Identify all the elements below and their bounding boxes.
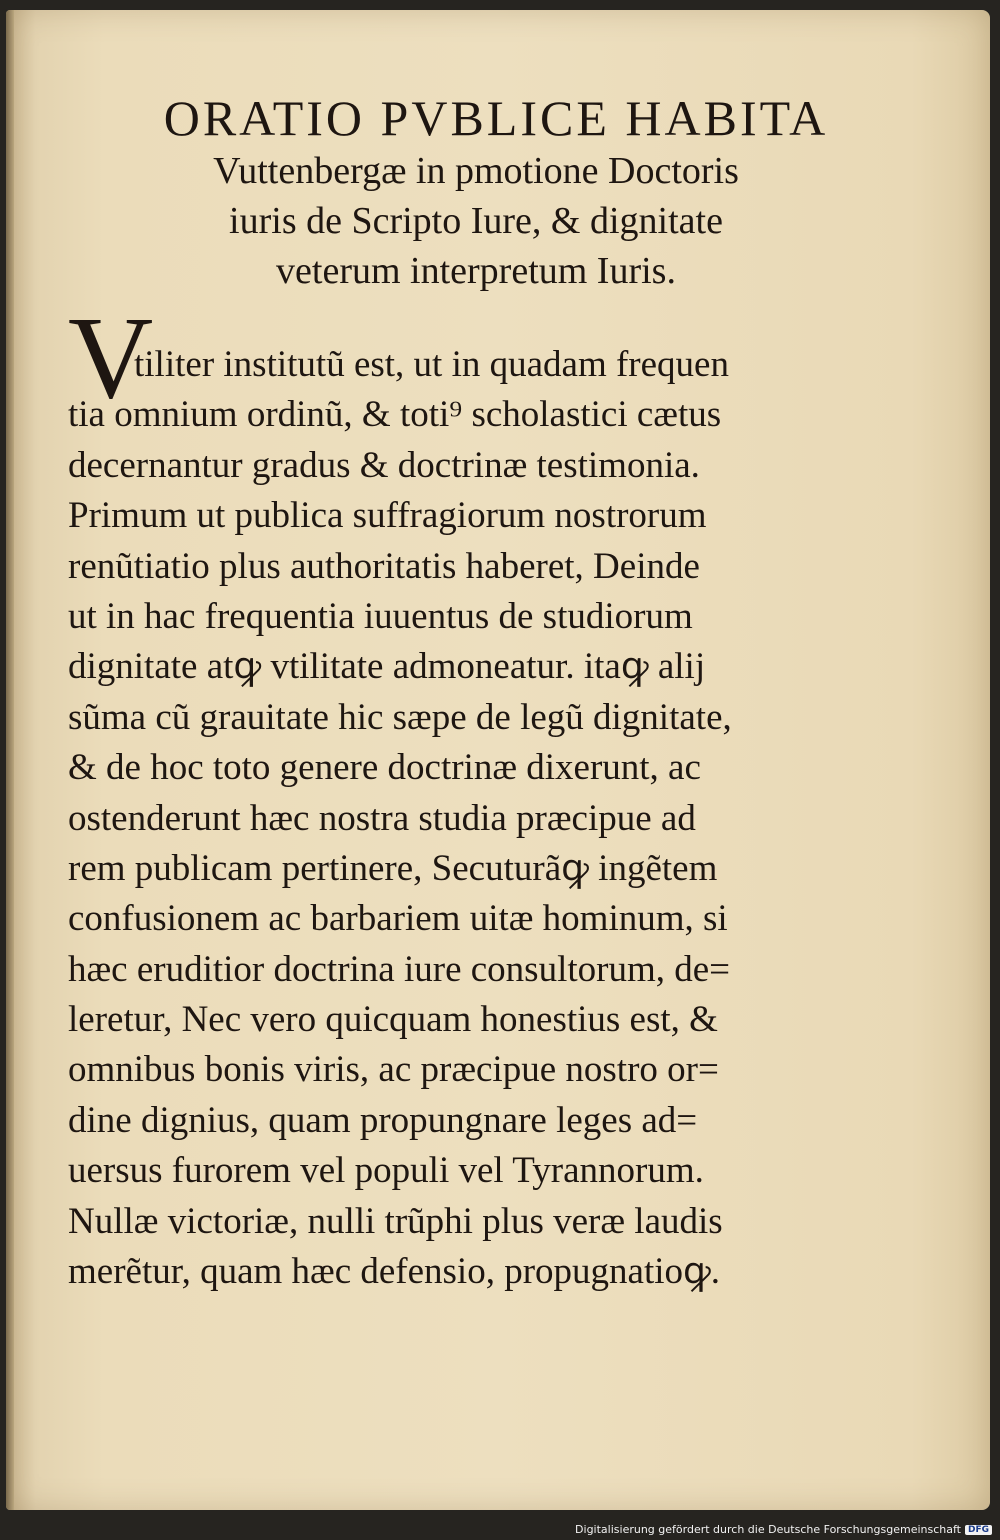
dfg-logo: DFG bbox=[965, 1525, 992, 1535]
body-line-5: renũtiatio plus authoritatis haberet, Deinde bbox=[68, 545, 700, 587]
title-line-3: iuris de Scripto Iure, & dignitate bbox=[229, 200, 723, 242]
funding-credit-text: Digitalisierung gefördert durch die Deutsche Forschungsgemeinschaft bbox=[575, 1523, 961, 1536]
title-block bbox=[66, 90, 886, 296]
body-line-7: dignitate atꝙ vtilitate admoneatur. itaꝙ alij bbox=[68, 646, 706, 688]
footer-credit bbox=[575, 1523, 992, 1536]
drop-cap: V bbox=[68, 292, 154, 423]
body-line-12: confusionem ac barbariem uitæ hominum, si bbox=[68, 898, 728, 940]
title-line-1: ORATIO PVBLICE HABITA bbox=[163, 90, 829, 146]
body-line-15: omnibus bonis viris, ac præcipue nostro or= bbox=[68, 1049, 719, 1091]
body-line-16: dine dignius, quam propungnare leges ad= bbox=[68, 1099, 698, 1141]
body-line-10: ostenderunt hæc nostra studia præcipue ad bbox=[68, 797, 696, 839]
book-page bbox=[6, 10, 990, 1510]
body-line-13: hæc eruditior doctrina iure consultorum, de= bbox=[68, 948, 731, 990]
body-line-1: tiliter institutũ est, ut in quadam frequen bbox=[134, 344, 729, 385]
body-line-19: merẽtur, quam hæc defensio, propugnatioꝙ. bbox=[68, 1251, 721, 1293]
body-line-8: sũma cũ grauitate hic sæpe de legũ dignitate, bbox=[68, 696, 732, 738]
title-line-4: veterum interpretum Iuris. bbox=[276, 250, 676, 292]
body-line-2: tia omnium ordinũ, & toti⁹ scholastici cætus bbox=[68, 394, 722, 436]
body-line-17: uersus furorem vel populi vel Tyrannorum. bbox=[68, 1150, 704, 1192]
body-line-11: rem publicam pertinere, Secuturãꝙ ingẽtem bbox=[68, 847, 718, 889]
body-line-4: Primum ut publica suffragiorum nostrorum bbox=[68, 495, 707, 537]
body-line-18: Nullæ victoriæ, nulli trũphi plus veræ laudis bbox=[68, 1200, 723, 1242]
book-spine bbox=[6, 10, 14, 1510]
body-text bbox=[68, 292, 844, 1293]
body-line-14: leretur, Nec vero quicquam honestius est, & bbox=[68, 999, 718, 1041]
title-line-2: Vuttenbergæ in pmotione Doctoris bbox=[213, 150, 739, 192]
body-line-3: decernantur gradus & doctrinæ testimonia. bbox=[68, 444, 700, 486]
body-line-9: & de hoc toto genere doctrinæ dixerunt, ac bbox=[68, 747, 701, 789]
body-line-6: ut in hac frequentia iuuentus de studiorum bbox=[68, 595, 693, 637]
